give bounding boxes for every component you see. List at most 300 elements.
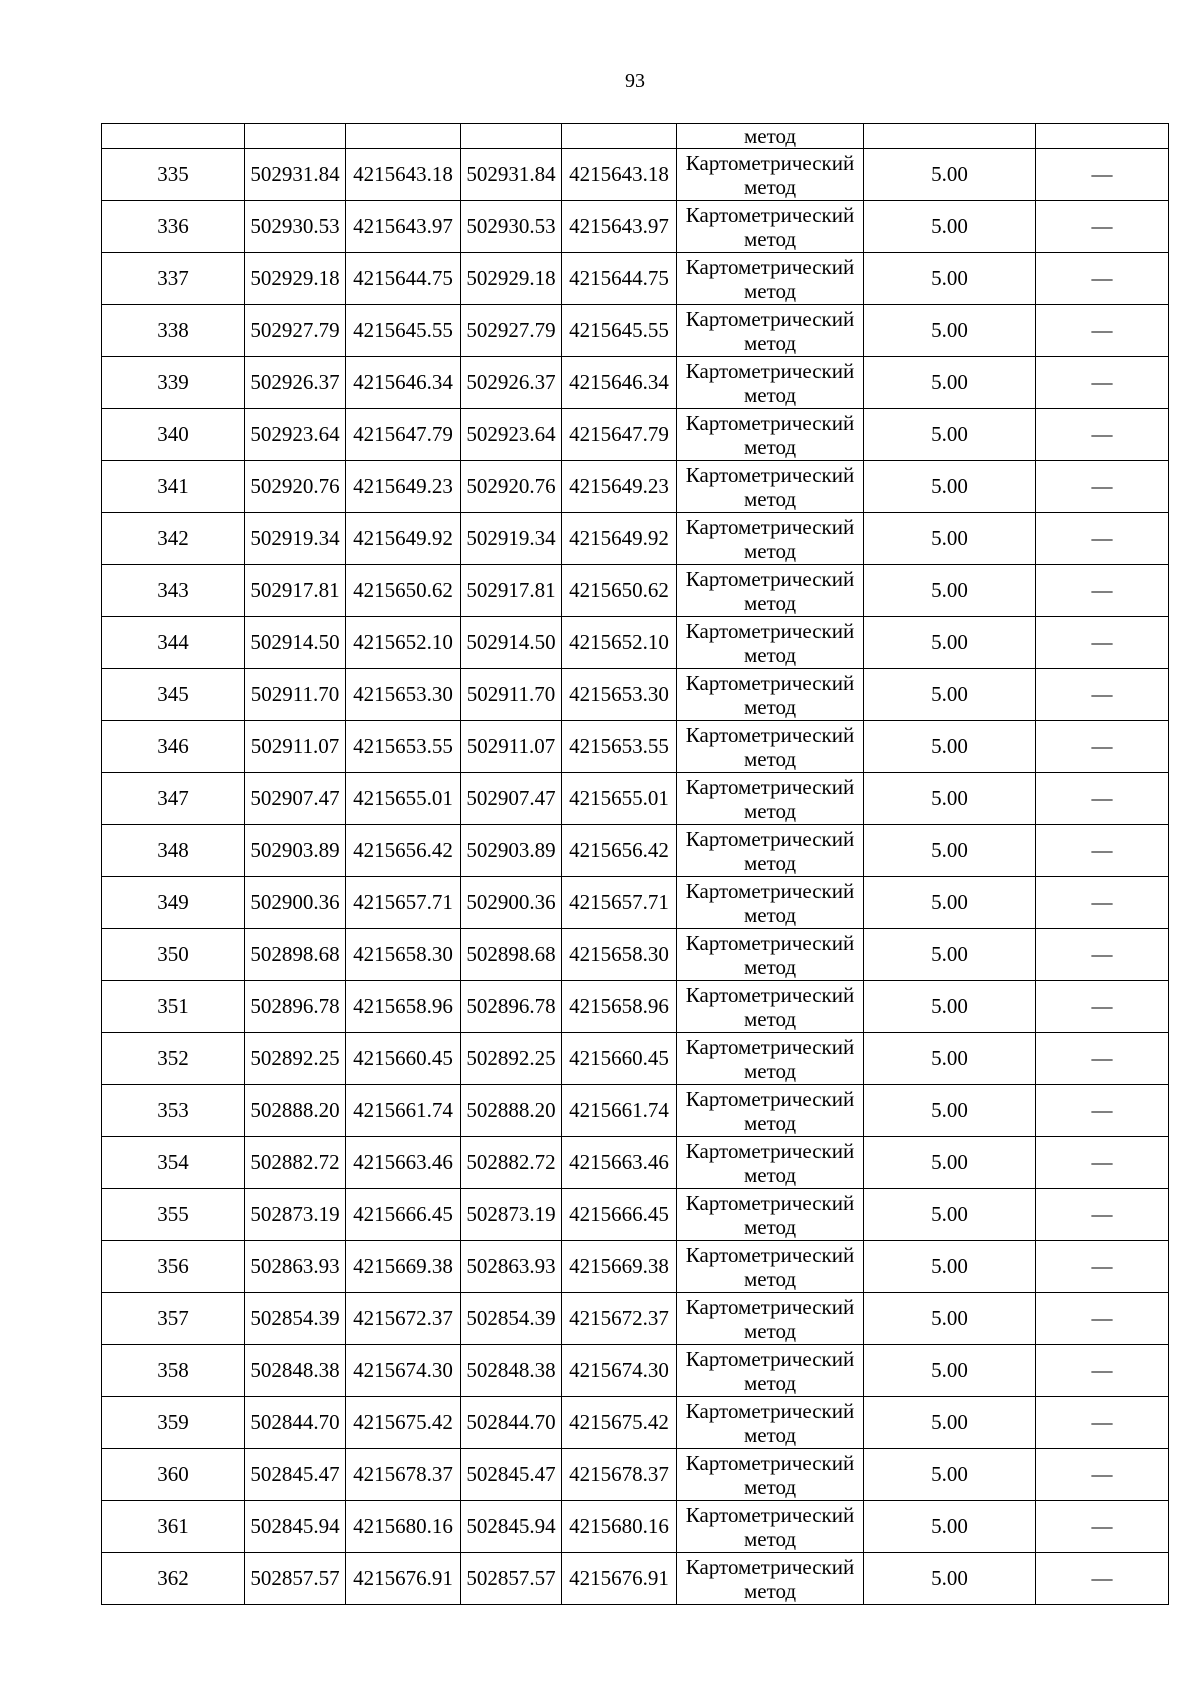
method-line2: метод (743, 1058, 797, 1083)
method-line1: Картометрический (685, 1398, 855, 1423)
table-row (102, 461, 1169, 513)
dash-cell: — (1036, 1293, 1169, 1345)
accuracy-cell: 5.00 (864, 253, 1036, 305)
table-row (102, 617, 1169, 669)
y-coord-new-cell: 4215680.16 (562, 1501, 677, 1553)
table-row (102, 825, 1169, 877)
point-number-cell: 359 (102, 1397, 245, 1449)
accuracy-cell: 5.00 (864, 513, 1036, 565)
method-line1: Картометрический (685, 1190, 855, 1215)
y-coord-new-cell: 4215644.75 (562, 253, 677, 305)
method-line1: Картометрический (685, 722, 855, 747)
y-coord-new-cell: 4215666.45 (562, 1189, 677, 1241)
y-coord-cell: 4215678.37 (346, 1449, 461, 1501)
point-number-cell: 356 (102, 1241, 245, 1293)
method-line1: Картометрический (685, 202, 855, 227)
method-cell (677, 1241, 864, 1293)
accuracy-cell: 5.00 (864, 825, 1036, 877)
table-row (102, 773, 1169, 825)
y-coord-new-cell: 4215649.92 (562, 513, 677, 565)
y-coord-new-cell: 4215650.62 (562, 565, 677, 617)
point-number-cell: 342 (102, 513, 245, 565)
y-coord-cell: 4215675.42 (346, 1397, 461, 1449)
method-cell-continuation: метод (677, 124, 864, 149)
x-coord-cell: 502863.93 (245, 1241, 346, 1293)
table-row (102, 1293, 1169, 1345)
y-coord-new-cell: 4215675.42 (562, 1397, 677, 1449)
y-coord-cell: 4215666.45 (346, 1189, 461, 1241)
y-coord-cell: 4215660.45 (346, 1033, 461, 1085)
dash-cell: — (1036, 1241, 1169, 1293)
y-coord-new-cell: 4215663.46 (562, 1137, 677, 1189)
y-coord-new-cell: 4215653.30 (562, 669, 677, 721)
dash-cell: — (1036, 409, 1169, 461)
method-line2: метод (743, 1370, 797, 1395)
dash-cell: — (1036, 461, 1169, 513)
y-coord-cell: 4215643.97 (346, 201, 461, 253)
y-coord-cell: 4215661.74 (346, 1085, 461, 1137)
method-line2: метод (743, 538, 797, 563)
point-number-cell: 351 (102, 981, 245, 1033)
x-coord-cell: 502907.47 (245, 773, 346, 825)
method-line1: Картометрический (685, 982, 855, 1007)
x-coord-cell: 502845.94 (245, 1501, 346, 1553)
y-coord-new-cell: 4215655.01 (562, 773, 677, 825)
empty-cell (1036, 124, 1169, 149)
x-coord-new-cell: 502926.37 (461, 357, 562, 409)
y-coord-new-cell: 4215669.38 (562, 1241, 677, 1293)
method-line1: Картометрический (685, 306, 855, 331)
accuracy-cell: 5.00 (864, 1501, 1036, 1553)
y-coord-cell: 4215649.92 (346, 513, 461, 565)
table-row (102, 669, 1169, 721)
y-coord-new-cell: 4215643.97 (562, 201, 677, 253)
table-row (102, 1501, 1169, 1553)
x-coord-cell: 502929.18 (245, 253, 346, 305)
dash-cell: — (1036, 721, 1169, 773)
y-coord-cell: 4215647.79 (346, 409, 461, 461)
accuracy-cell: 5.00 (864, 929, 1036, 981)
dash-cell: — (1036, 253, 1169, 305)
method-line2: метод (743, 174, 797, 199)
method-line2: метод (743, 434, 797, 459)
empty-cell (346, 124, 461, 149)
y-coord-new-cell: 4215672.37 (562, 1293, 677, 1345)
x-coord-new-cell: 502911.07 (461, 721, 562, 773)
y-coord-new-cell: 4215656.42 (562, 825, 677, 877)
accuracy-cell: 5.00 (864, 1241, 1036, 1293)
method-line1: Картометрический (685, 1034, 855, 1059)
table-row (102, 1241, 1169, 1293)
point-number-cell: 357 (102, 1293, 245, 1345)
y-coord-cell: 4215650.62 (346, 565, 461, 617)
method-cell (677, 1033, 864, 1085)
point-number-cell: 338 (102, 305, 245, 357)
point-number-cell: 343 (102, 565, 245, 617)
accuracy-cell: 5.00 (864, 1137, 1036, 1189)
point-number-cell: 347 (102, 773, 245, 825)
point-number-cell: 362 (102, 1553, 245, 1605)
method-line2: метод (743, 226, 797, 251)
method-line2: метод (743, 954, 797, 979)
method-line2: метод (743, 278, 797, 303)
y-coord-new-cell: 4215647.79 (562, 409, 677, 461)
table-row (102, 201, 1169, 253)
method-line1: Картометрический (685, 566, 855, 591)
y-coord-new-cell: 4215660.45 (562, 1033, 677, 1085)
method-line1: Картометрический (685, 150, 855, 175)
y-coord-cell: 4215649.23 (346, 461, 461, 513)
method-cell (677, 929, 864, 981)
x-coord-cell: 502923.64 (245, 409, 346, 461)
method-line1: Картометрический (685, 1346, 855, 1371)
accuracy-cell: 5.00 (864, 1085, 1036, 1137)
x-coord-cell: 502898.68 (245, 929, 346, 981)
method-line2: метод (743, 1578, 797, 1603)
x-coord-cell: 502896.78 (245, 981, 346, 1033)
table-row (102, 513, 1169, 565)
method-line2: метод (743, 1162, 797, 1187)
y-coord-cell: 4215652.10 (346, 617, 461, 669)
table-row (102, 1397, 1169, 1449)
point-number-cell: 348 (102, 825, 245, 877)
dash-cell: — (1036, 1501, 1169, 1553)
method-line2: метод (743, 1110, 797, 1135)
point-number-cell: 353 (102, 1085, 245, 1137)
y-coord-new-cell: 4215649.23 (562, 461, 677, 513)
x-coord-cell: 502845.47 (245, 1449, 346, 1501)
y-coord-cell: 4215656.42 (346, 825, 461, 877)
dash-cell: — (1036, 357, 1169, 409)
method-line1: Картометрический (685, 774, 855, 799)
x-coord-new-cell: 502848.38 (461, 1345, 562, 1397)
point-number-cell: 355 (102, 1189, 245, 1241)
method-line2: метод (743, 642, 797, 667)
x-coord-new-cell: 502863.93 (461, 1241, 562, 1293)
x-coord-cell: 502914.50 (245, 617, 346, 669)
method-line2: метод (743, 850, 797, 875)
dash-cell: — (1036, 1137, 1169, 1189)
x-coord-new-cell: 502914.50 (461, 617, 562, 669)
method-cell (677, 201, 864, 253)
empty-cell (461, 124, 562, 149)
method-line2: метод (743, 1318, 797, 1343)
dash-cell: — (1036, 1449, 1169, 1501)
method-cell (677, 565, 864, 617)
y-coord-cell: 4215653.30 (346, 669, 461, 721)
dash-cell: — (1036, 149, 1169, 201)
x-coord-cell: 502882.72 (245, 1137, 346, 1189)
accuracy-cell: 5.00 (864, 461, 1036, 513)
method-cell (677, 1189, 864, 1241)
dash-cell: — (1036, 513, 1169, 565)
point-number-cell: 345 (102, 669, 245, 721)
dash-cell: — (1036, 929, 1169, 981)
table-body (102, 124, 1169, 1605)
y-coord-new-cell: 4215658.30 (562, 929, 677, 981)
point-number-cell: 337 (102, 253, 245, 305)
x-coord-cell: 502888.20 (245, 1085, 346, 1137)
method-line1: Картометрический (685, 1086, 855, 1111)
dash-cell: — (1036, 1553, 1169, 1605)
y-coord-cell: 4215653.55 (346, 721, 461, 773)
x-coord-new-cell: 502923.64 (461, 409, 562, 461)
method-cell (677, 1345, 864, 1397)
y-coord-cell: 4215644.75 (346, 253, 461, 305)
table-row (102, 305, 1169, 357)
method-cell (677, 721, 864, 773)
table-row (102, 1085, 1169, 1137)
table-row (102, 1189, 1169, 1241)
y-coord-new-cell: 4215676.91 (562, 1553, 677, 1605)
x-coord-cell: 502848.38 (245, 1345, 346, 1397)
method-line1: Картометрический (685, 462, 855, 487)
method-line1: Картометрический (685, 1502, 855, 1527)
method-cell (677, 1397, 864, 1449)
accuracy-cell: 5.00 (864, 1189, 1036, 1241)
empty-cell (245, 124, 346, 149)
dash-cell: — (1036, 617, 1169, 669)
dash-cell: — (1036, 565, 1169, 617)
point-number-cell: 352 (102, 1033, 245, 1085)
point-number-cell: 340 (102, 409, 245, 461)
method-line2: метод (743, 902, 797, 927)
x-coord-new-cell: 502845.94 (461, 1501, 562, 1553)
method-line1: Картометрический (685, 930, 855, 955)
point-number-cell: 354 (102, 1137, 245, 1189)
method-line1: Картометрический (685, 1450, 855, 1475)
method-line1: Картометрический (685, 410, 855, 435)
table-row (102, 721, 1169, 773)
y-coord-new-cell: 4215652.10 (562, 617, 677, 669)
empty-cell (102, 124, 245, 149)
point-number-cell: 360 (102, 1449, 245, 1501)
table-row (102, 1345, 1169, 1397)
table-row (102, 1137, 1169, 1189)
dash-cell: — (1036, 1189, 1169, 1241)
accuracy-cell: 5.00 (864, 1553, 1036, 1605)
continuation-row (102, 124, 1169, 149)
method-cell (677, 1293, 864, 1345)
x-coord-cell: 502911.07 (245, 721, 346, 773)
point-number-cell: 336 (102, 201, 245, 253)
y-coord-cell: 4215669.38 (346, 1241, 461, 1293)
y-coord-new-cell: 4215678.37 (562, 1449, 677, 1501)
x-coord-cell: 502900.36 (245, 877, 346, 929)
point-number-cell: 358 (102, 1345, 245, 1397)
method-cell (677, 1085, 864, 1137)
method-line2: метод (743, 798, 797, 823)
y-coord-new-cell: 4215657.71 (562, 877, 677, 929)
y-coord-new-cell: 4215643.18 (562, 149, 677, 201)
method-line2: метод (743, 694, 797, 719)
x-coord-cell: 502911.70 (245, 669, 346, 721)
x-coord-new-cell: 502931.84 (461, 149, 562, 201)
table-row (102, 1553, 1169, 1605)
x-coord-cell: 502917.81 (245, 565, 346, 617)
y-coord-cell: 4215672.37 (346, 1293, 461, 1345)
y-coord-new-cell: 4215646.34 (562, 357, 677, 409)
method-line2: метод (743, 1474, 797, 1499)
accuracy-cell: 5.00 (864, 981, 1036, 1033)
x-coord-new-cell: 502907.47 (461, 773, 562, 825)
accuracy-cell: 5.00 (864, 877, 1036, 929)
x-coord-new-cell: 502919.34 (461, 513, 562, 565)
point-number-cell: 346 (102, 721, 245, 773)
table-row (102, 981, 1169, 1033)
accuracy-cell: 5.00 (864, 1397, 1036, 1449)
y-coord-cell: 4215655.01 (346, 773, 461, 825)
y-coord-cell: 4215646.34 (346, 357, 461, 409)
method-line2: метод (743, 1266, 797, 1291)
method-cell (677, 1553, 864, 1605)
accuracy-cell: 5.00 (864, 773, 1036, 825)
x-coord-cell: 502844.70 (245, 1397, 346, 1449)
y-coord-cell: 4215658.96 (346, 981, 461, 1033)
dash-cell: — (1036, 1397, 1169, 1449)
point-number-cell: 349 (102, 877, 245, 929)
method-line2: метод (743, 486, 797, 511)
point-number-cell: 344 (102, 617, 245, 669)
x-coord-new-cell: 502882.72 (461, 1137, 562, 1189)
method-line1: Картометрический (685, 670, 855, 695)
y-coord-new-cell: 4215674.30 (562, 1345, 677, 1397)
method-line2: метод (743, 382, 797, 407)
table-row (102, 409, 1169, 461)
dash-cell: — (1036, 773, 1169, 825)
x-coord-new-cell: 502898.68 (461, 929, 562, 981)
x-coord-cell: 502927.79 (245, 305, 346, 357)
dash-cell: — (1036, 1085, 1169, 1137)
dash-cell: — (1036, 1033, 1169, 1085)
method-line1: Картометрический (685, 1294, 855, 1319)
x-coord-new-cell: 502917.81 (461, 565, 562, 617)
y-coord-cell: 4215663.46 (346, 1137, 461, 1189)
accuracy-cell: 5.00 (864, 409, 1036, 461)
method-cell (677, 1449, 864, 1501)
y-coord-cell: 4215680.16 (346, 1501, 461, 1553)
method-cell (677, 1501, 864, 1553)
method-cell (677, 825, 864, 877)
x-coord-cell: 502926.37 (245, 357, 346, 409)
x-coord-cell: 502930.53 (245, 201, 346, 253)
accuracy-cell: 5.00 (864, 721, 1036, 773)
table-row (102, 929, 1169, 981)
x-coord-cell: 502892.25 (245, 1033, 346, 1085)
method-cell (677, 981, 864, 1033)
method-cell (677, 409, 864, 461)
method-cell (677, 513, 864, 565)
x-coord-new-cell: 502920.76 (461, 461, 562, 513)
table-row (102, 1033, 1169, 1085)
x-coord-new-cell: 502930.53 (461, 201, 562, 253)
accuracy-cell: 5.00 (864, 201, 1036, 253)
dash-cell: — (1036, 1345, 1169, 1397)
accuracy-cell: 5.00 (864, 669, 1036, 721)
y-coord-cell: 4215645.55 (346, 305, 461, 357)
dash-cell: — (1036, 201, 1169, 253)
empty-cell (562, 124, 677, 149)
y-coord-new-cell: 4215658.96 (562, 981, 677, 1033)
x-coord-cell: 502857.57 (245, 1553, 346, 1605)
x-coord-new-cell: 502900.36 (461, 877, 562, 929)
method-cell (677, 1137, 864, 1189)
empty-cell (864, 124, 1036, 149)
x-coord-cell: 502854.39 (245, 1293, 346, 1345)
y-coord-cell: 4215658.30 (346, 929, 461, 981)
x-coord-new-cell: 502896.78 (461, 981, 562, 1033)
method-cell (677, 357, 864, 409)
dash-cell: — (1036, 825, 1169, 877)
method-cell (677, 461, 864, 513)
table-row (102, 357, 1169, 409)
table-row (102, 1449, 1169, 1501)
point-number-cell: 350 (102, 929, 245, 981)
dash-cell: — (1036, 877, 1169, 929)
accuracy-cell: 5.00 (864, 565, 1036, 617)
method-line1: Картометрический (685, 1554, 855, 1579)
point-number-cell: 335 (102, 149, 245, 201)
table-row (102, 253, 1169, 305)
method-cell (677, 877, 864, 929)
accuracy-cell: 5.00 (864, 617, 1036, 669)
method-cell (677, 149, 864, 201)
x-coord-new-cell: 502911.70 (461, 669, 562, 721)
x-coord-new-cell: 502929.18 (461, 253, 562, 305)
method-line2: метод (743, 1006, 797, 1031)
y-coord-new-cell: 4215645.55 (562, 305, 677, 357)
method-line1: Картометрический (685, 254, 855, 279)
method-cell (677, 617, 864, 669)
method-line2: метод (743, 746, 797, 771)
point-number-cell: 341 (102, 461, 245, 513)
method-line1: Картометрический (685, 358, 855, 383)
x-coord-new-cell: 502854.39 (461, 1293, 562, 1345)
method-line1: Картометрический (685, 826, 855, 851)
y-coord-cell: 4215676.91 (346, 1553, 461, 1605)
dash-cell: — (1036, 669, 1169, 721)
method-cell (677, 669, 864, 721)
method-line2: метод (743, 1526, 797, 1551)
method-line2: метод (743, 1214, 797, 1239)
x-coord-cell: 502903.89 (245, 825, 346, 877)
table-row (102, 149, 1169, 201)
method-cell (677, 305, 864, 357)
method-cell (677, 253, 864, 305)
method-line1: Картометрический (685, 878, 855, 903)
point-number-cell: 361 (102, 1501, 245, 1553)
table-row (102, 565, 1169, 617)
dash-cell: — (1036, 981, 1169, 1033)
y-coord-new-cell: 4215661.74 (562, 1085, 677, 1137)
x-coord-new-cell: 502892.25 (461, 1033, 562, 1085)
accuracy-cell: 5.00 (864, 1449, 1036, 1501)
method-line2: метод (743, 1422, 797, 1447)
method-line1: Картометрический (685, 514, 855, 539)
method-line1: Картометрический (685, 618, 855, 643)
x-coord-new-cell: 502844.70 (461, 1397, 562, 1449)
coordinates-table (101, 123, 1169, 1605)
x-coord-new-cell: 502873.19 (461, 1189, 562, 1241)
x-coord-new-cell: 502888.20 (461, 1085, 562, 1137)
dash-cell: — (1036, 305, 1169, 357)
x-coord-new-cell: 502903.89 (461, 825, 562, 877)
x-coord-cell: 502919.34 (245, 513, 346, 565)
accuracy-cell: 5.00 (864, 1033, 1036, 1085)
method-line1: Картометрический (685, 1138, 855, 1163)
x-coord-new-cell: 502927.79 (461, 305, 562, 357)
method-line1: Картометрический (685, 1242, 855, 1267)
